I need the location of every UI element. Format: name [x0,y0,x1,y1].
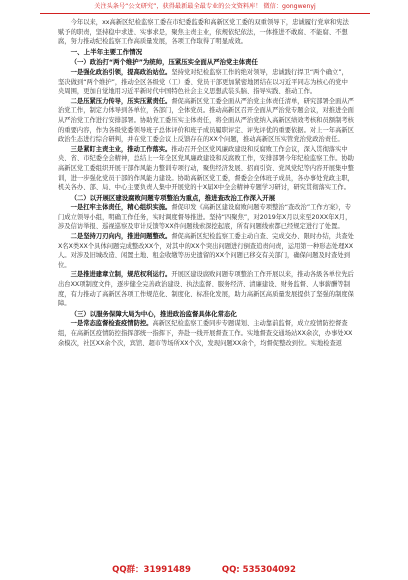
subsection-heading-1: （一）政治打“两个维护”为统帅，压紧压实全面从严治党主体责任 [70,58,258,67]
paragraph-3-text: 推动召开全区党风廉政建设和反腐败工作会议，深入贯彻落实中央、省、市纪委全会精神，总结上一年全区党风廉政建设和反腐败工作，安排部署今年纪检监察工作。协助高新区党工委组织开展干部作风能力整训专项行动，聚焦经济发展、招商引资、党风党纪等内容开展集中整训，进一步强化党员干部的作风能力建设。协助高新区党工委，督委会全体班子成员，各办事处党政主职，机关各办、部、局、中心主要负责人集中开展党的十X届X中全会精神专题学习研讨，研究贯彻落实工作。 [58,145,354,192]
paragraph-1-lead: 一是强化政治引领，提高政治站位。 [70,68,172,76]
paragraph-7-text: 高新区纪检监察工委同步专题谋划、主动靠前监督，成立疫情防控督查组，在高新区疫情防控指挥部统一指挥下，奔赴一线开展督查工作。实地督查交通场站XX余次，办事处XX余模次，社区XX余个次，宾馆、超市等场所XX个次，发现问题XX余个，均督促整改到位。实地检查返 [58,320,353,347]
promo-banner: 关注头条号“公文研究”，获得最新最全最专业的公文资料库！ 微信：gongwenyj [94,3,316,10]
paragraph-6-text: 开展区建设腐败问题专项整治工作开展以来，推动各級各单位先后出台XX项制度文件，逐步健全完善政治建设、执法监督、服务经济、清廉建设、财务监督、人事薪酬等制度，有力推动了高新区各项工作规范化、制度化、标准化发展，助力高新区高质量发展提供了坚强的制度保障。 [58,271,354,308]
paragraph-3 [58,145,354,193]
paragraph-6-lead: 三是推进建章立制，规范权利运行。 [70,271,172,279]
paragraph-7 [58,319,354,348]
paragraph-2 [58,97,354,145]
qq-group-label: QQ群：31991489 [112,565,191,575]
document-body [58,18,354,348]
paragraph-1-text: 坚持党对纪检监察工作的绝对领导，忠诚践行捍卫“两个确立”，坚决做到“两个维护”，推动全区各级党（工）委、党员干部更加紧密地团结在以习近平同志为核心的党中央周围，更加自觉地用习近平新时代中国特色社会主义思想武装头脑、指导实践、推动工作。 [58,68,348,96]
paragraph-4-text: 督促印发《高新区建设腐败问题专项整治“查改治”工作方案》，专门成立领导小组，明确工作任务，实时调度督导推进。坚持“四聚焦”，对2019年X月以来至20XX年X月，涉及信访举报、巡视巡察及审计反馈等XX件问题线索深挖起底，所有问题线索都已经规定进行了处置。 [58,204,352,231]
subsection-heading-3: （三）以服务保障大局为中心，推进政治监督具体化常态化 [70,309,237,318]
paragraph-6 [58,270,354,308]
paragraph-1 [58,68,354,97]
paragraph-2-lead: 二是压紧压力传导，压实压紧责任。 [70,97,172,105]
paragraph-5 [58,232,354,270]
section-heading: 一、上半年主要工作情况 [70,47,143,56]
paragraph-3-lead: 三是紧盯主责主业，推动工作落实。 [70,145,172,153]
subsection-heading-2: （二）以开展区建设腐败问题专项整治为重点，推进查改治工作深入开展 [70,193,276,202]
intro-paragraph: 今年以来，xx高新区纪检监察工委在市纪委监委和高新区党工委的双重领导下，忠诚履行党章和宪法赋予的职责，坚持稳中求进、实事求是，聚焦主责主业，依规依纪依法，一体推进不敢腐、不能腐、不想腐，努力推动纪检监察工作高质量发展，各项工作取得了明显成效。 [58,19,349,46]
paragraph-5-text: 督促高新区纪检监察工委主动自查、完成交办、限时办结，共查处X名X类XX个具体问题完成整改XX个，对其中的XX个突出问题进行倒查追责问责，运用第一种形态处理XX人。对涉及旧城改造、闲置土地、租金收缴等历史遗留的XX个问题已移交有关部门，确保问题及时查处到位。 [58,233,354,269]
paragraph-2-text: 督促高新区党工委全面从严治党主体责任清单，研究部署全面从严治党工作，制定力体导到各单位，各部门，全体党员。推动高新区召开全面从严治党专题会议，对推进全面从严治党工作进行安排部署。协助党工委压实主体责任，将全面从严治党纳入高新区绩效考核和员额制考核的重要内容，作为各级党委领导班子总体评价和班子成员履职评定、评先评优的重要依据。对上一年高新区政治生态进行综合研判，并在党工委会议上反馈存在的XX个问题，推动高新区压实管党治党政治责任。 [58,97,354,144]
paragraph-4-lead: 一是扛牢主体责任，精心组织实施。 [70,204,172,212]
contact-footer [0,563,408,575]
paragraph-5-lead: 二是坚持刀刃向内，推进问题整改。 [70,233,172,241]
paragraph-7-lead: 一是常态监督检查疫情防控。 [70,320,153,328]
qq-number-label: QQ: 535304092 [221,565,296,575]
banner-divider [40,13,370,14]
paragraph-4 [58,203,354,232]
